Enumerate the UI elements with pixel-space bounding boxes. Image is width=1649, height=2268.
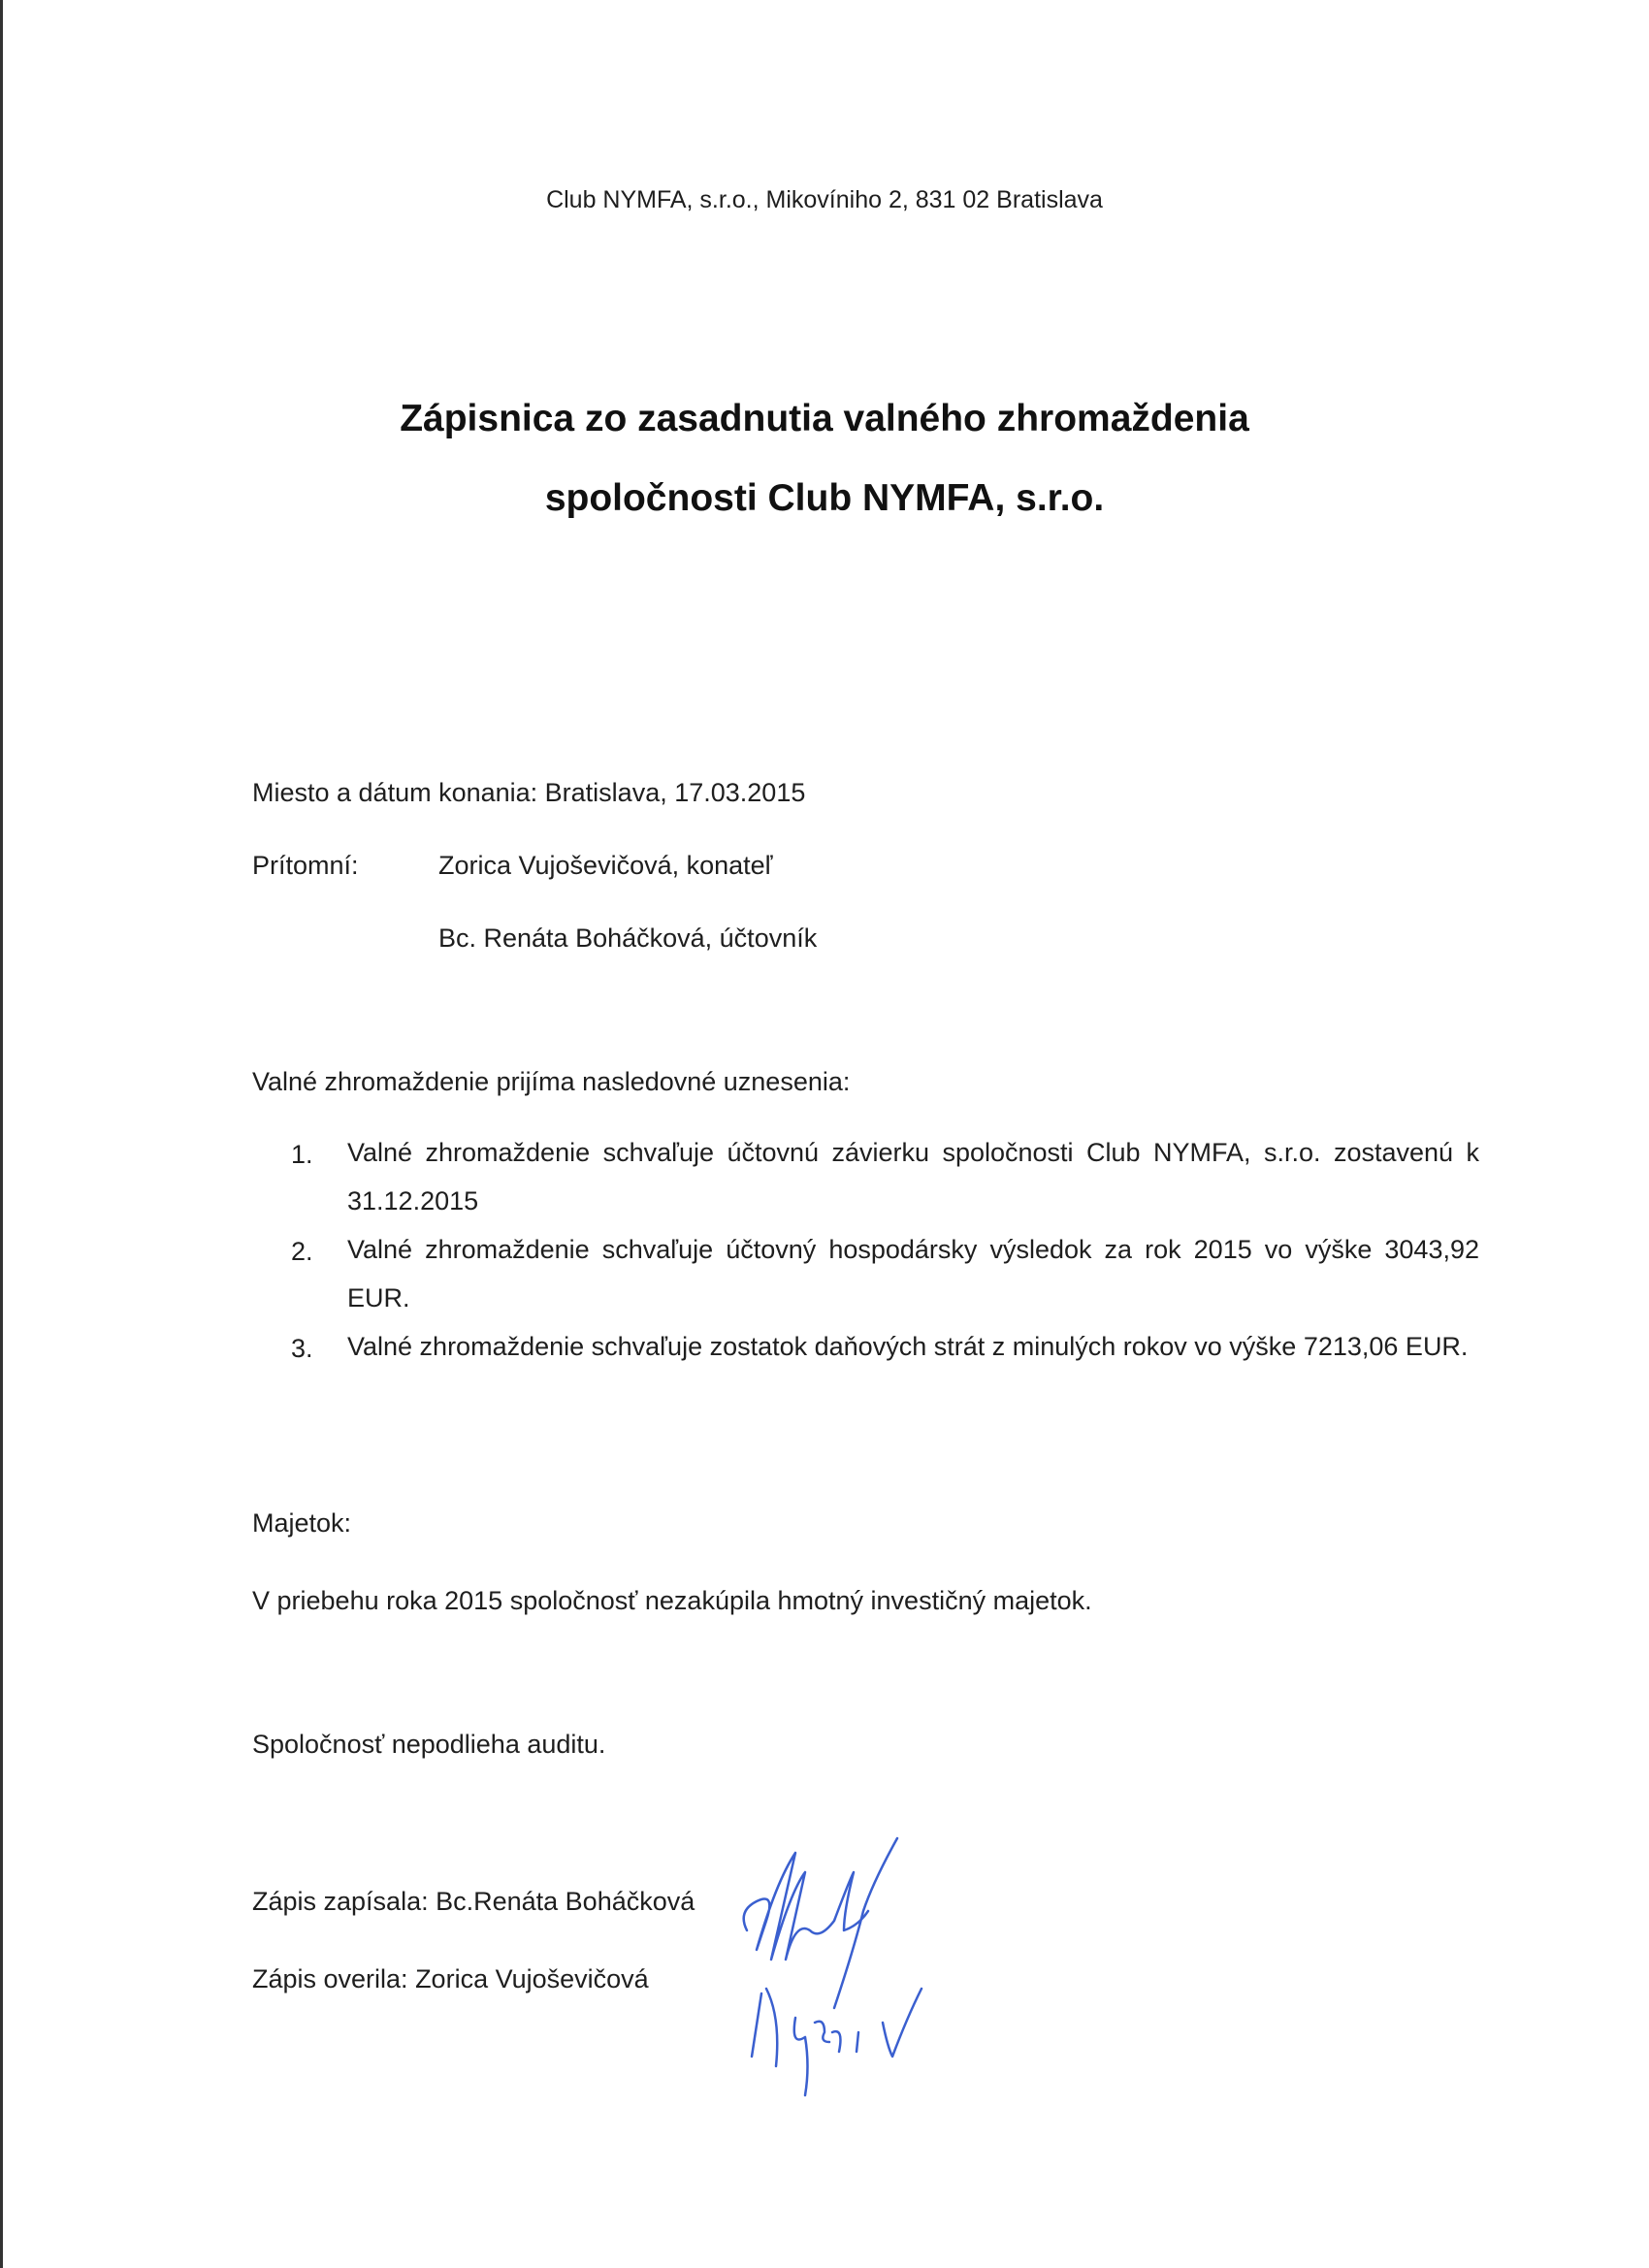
resolution-text: Valné zhromaždenie schvaľuje účtovnú závierku spoločnosti Club NYMFA, s.r.o. zostavenú k 31.12.2015 (347, 1138, 1479, 1215)
signature-2-stroke (752, 1989, 922, 2095)
handwritten-signatures (728, 1824, 1048, 2115)
resolutions-intro: Valné zhromaždenie prijíma nasledovné uznesenia: (252, 1067, 851, 1096)
company-address: Club NYMFA, s.r.o., Mikovíniho 2, 831 02 Bratislava (546, 186, 1103, 213)
recorded-by: Zápis zapísala: Bc.Renáta Boháčková (252, 1887, 695, 1916)
document-title-line-1: Zápisnica zo zasadnutia valného zhromaždenia (400, 398, 1249, 439)
resolution-number: 3. (291, 1334, 313, 1363)
resolution-item-2 (291, 1225, 1479, 1322)
resolution-text: Valné zhromaždenie schvaľuje účtovný hospodársky výsledok za rok 2015 vo výške 3043,92 EUR. (347, 1235, 1479, 1312)
resolution-item-1 (291, 1128, 1479, 1225)
meeting-place-date: Miesto a dátum konania: Bratislava, 17.03.2015 (252, 778, 806, 807)
assets-label: Majetok: (252, 1508, 352, 1538)
resolution-number: 1. (291, 1140, 313, 1169)
present-label: Prítomní: (252, 851, 359, 880)
resolution-item-3 (291, 1322, 1479, 1371)
resolution-text: Valné zhromaždenie schvaľuje zostatok daňových strát z minulých rokov vo výške 7213,06 EUR. (347, 1332, 1469, 1361)
assets-text: V priebehu roka 2015 spoločnosť nezakúpila hmotný investičný majetok. (252, 1586, 1092, 1615)
page-scan-edge (0, 0, 3, 2268)
resolution-number: 2. (291, 1237, 313, 1266)
signature-1-stroke (744, 1853, 868, 1960)
audit-statement: Spoločnosť nepodlieha auditu. (252, 1730, 606, 1759)
verified-by: Zápis overila: Zorica Vujoševičová (252, 1964, 649, 1993)
present-person-1: Zorica Vujoševičová, konateľ (438, 851, 773, 880)
present-person-2: Bc. Renáta Boháčková, účtovník (438, 923, 818, 953)
document-title-line-2: spoločnosti Club NYMFA, s.r.o. (544, 477, 1105, 519)
